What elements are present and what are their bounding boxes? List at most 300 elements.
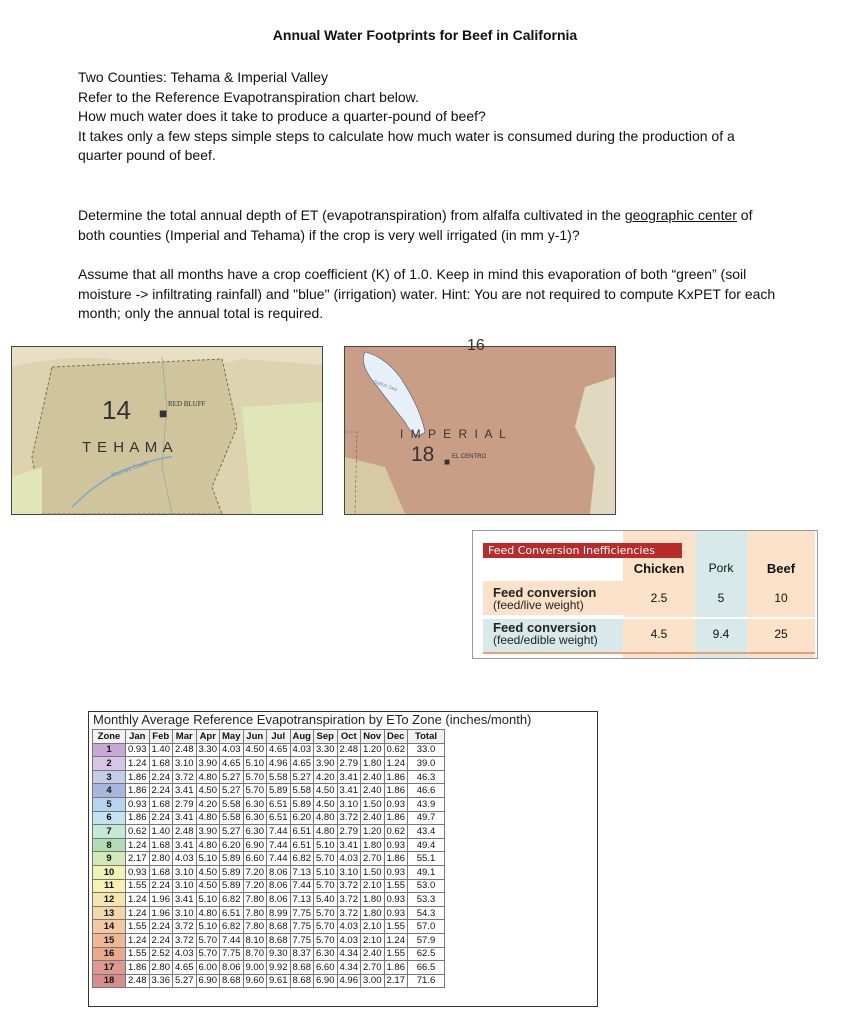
table-row (93, 893, 445, 907)
table-cell: 3.72 (337, 811, 361, 825)
table-cell: 5.70 (243, 784, 267, 798)
table-cell: 2.24 (149, 811, 173, 825)
table-cell: 6.51 (267, 811, 291, 825)
column-header: Jul (267, 730, 291, 744)
table-cell: 3.30 (314, 743, 338, 757)
zone-cell: 9 (93, 852, 126, 866)
table-cell: 8.68 (267, 920, 291, 934)
table-cell: 2.79 (337, 757, 361, 771)
question-paragraph (78, 206, 778, 245)
table-row (93, 797, 445, 811)
table-cell: 5.89 (220, 865, 244, 879)
row-label-main: Feed conversion (493, 620, 597, 635)
column-header: Zone (93, 730, 126, 744)
table-cell: 2.70 (361, 961, 385, 975)
table-cell: 4.50 (196, 784, 220, 798)
table-cell: 2.24 (149, 770, 173, 784)
table-row (93, 770, 445, 784)
zone-cell: 10 (93, 865, 126, 879)
row-label-sub: (feed/edible weight) (493, 633, 598, 647)
table-cell: 7.13 (290, 893, 314, 907)
table-cell: 1.24 (126, 893, 150, 907)
table-cell: 1.96 (149, 906, 173, 920)
table-cell: 7.13 (290, 865, 314, 879)
table-cell: 1.50 (361, 797, 385, 811)
row-label (493, 621, 598, 647)
table-cell: 8.70 (243, 947, 267, 961)
total-cell: 39.0 (408, 757, 445, 771)
column-header: Feb (149, 730, 173, 744)
table-cell: 4.96 (337, 974, 361, 988)
page-title: Annual Water Footprints for Beef in California (272, 27, 578, 43)
table-cell: 4.34 (337, 961, 361, 975)
table-cell: 2.17 (126, 852, 150, 866)
table-cell: 5.27 (220, 784, 244, 798)
column-header: May (220, 730, 244, 744)
zone-cell: 6 (93, 811, 126, 825)
table-cell: 5.70 (314, 906, 338, 920)
table-cell: 4.50 (314, 784, 338, 798)
table-cell: 5.70 (314, 933, 338, 947)
column-header: Total (408, 730, 445, 744)
row-label-main: Feed conversion (493, 585, 597, 600)
table-cell: 6.51 (267, 797, 291, 811)
table-cell: 0.93 (126, 865, 150, 879)
zone-cell: 1 (93, 743, 126, 757)
row-label-sub: (feed/live weight) (493, 598, 584, 612)
table-cell: 1.68 (149, 797, 173, 811)
table-cell: 4.20 (314, 770, 338, 784)
table-cell: 6.00 (196, 961, 220, 975)
table-cell: 6.82 (220, 920, 244, 934)
column-beef: Beef (766, 561, 796, 576)
table-cell: 4.80 (196, 906, 220, 920)
table-cell: 1.80 (361, 757, 385, 771)
zone-cell: 12 (93, 893, 126, 907)
table-cell: 0.93 (126, 797, 150, 811)
table-cell: 5.89 (220, 852, 244, 866)
zone-cell: 7 (93, 825, 126, 839)
table-cell: 3.41 (173, 784, 197, 798)
tehama-map-graphic (12, 347, 322, 514)
table-cell: 3.36 (149, 974, 173, 988)
feed-value: 5 (717, 591, 725, 605)
tehama-map (11, 346, 323, 515)
table-cell: 5.10 (196, 852, 220, 866)
eto-table-panel (88, 711, 598, 1007)
table-cell: 8.68 (290, 961, 314, 975)
table-cell: 4.03 (337, 933, 361, 947)
table-cell: 2.24 (149, 784, 173, 798)
table-cell: 6.82 (290, 852, 314, 866)
table-row (93, 825, 445, 839)
table-cell: 4.20 (196, 797, 220, 811)
table-cell: 3.41 (173, 893, 197, 907)
city-marker-icon: ■ (159, 405, 168, 421)
table-cell: 4.03 (337, 852, 361, 866)
table-cell: 3.30 (196, 743, 220, 757)
table-cell: 3.10 (337, 865, 361, 879)
assumption-paragraph: Assume that all months have a crop coefficient (K) of 1.0. Keep in mind this evaporation of both “green” (soil moisture -> infiltrating rainfall) and "blue" (irrigation) water. Hint: You are not required to compute KxPET for each month; only the annual total is required. (78, 266, 776, 321)
table-cell: 8.68 (290, 974, 314, 988)
table-cell: 1.24 (384, 757, 408, 771)
table-cell: 5.10 (314, 865, 338, 879)
column-header: Jun (243, 730, 267, 744)
table-cell: 4.03 (220, 743, 244, 757)
table-cell: 6.30 (243, 797, 267, 811)
table-cell: 1.80 (361, 906, 385, 920)
table-cell: 5.58 (220, 797, 244, 811)
table-cell: 5.27 (173, 974, 197, 988)
table-cell: 2.48 (126, 974, 150, 988)
table-cell: 4.80 (196, 811, 220, 825)
table-cell: 6.90 (314, 974, 338, 988)
total-cell: 66.5 (408, 961, 445, 975)
tehama-county-label: T E H A M A (82, 439, 174, 456)
table-cell: 2.40 (361, 811, 385, 825)
feed-value: 10 (774, 591, 788, 605)
table-cell: 1.55 (126, 947, 150, 961)
table-cell: 7.80 (243, 920, 267, 934)
table-cell: 3.10 (337, 797, 361, 811)
table-cell: 7.44 (267, 825, 291, 839)
table-cell: 0.93 (384, 797, 408, 811)
table-cell: 3.41 (173, 811, 197, 825)
table-cell: 1.86 (126, 770, 150, 784)
table-cell: 1.86 (126, 811, 150, 825)
table-cell: 3.90 (196, 757, 220, 771)
table-cell: 4.80 (196, 770, 220, 784)
table-row (93, 974, 445, 988)
table-cell: 1.86 (126, 784, 150, 798)
table-cell: 3.72 (173, 770, 197, 784)
zone-cell: 15 (93, 933, 126, 947)
table-cell: 6.90 (196, 974, 220, 988)
table-cell: 1.24 (126, 757, 150, 771)
zone-cell: 16 (93, 947, 126, 961)
table-cell: 8.10 (243, 933, 267, 947)
table-cell: 4.50 (243, 743, 267, 757)
table-cell: 1.86 (384, 770, 408, 784)
table-cell: 1.86 (384, 961, 408, 975)
table-cell: 9.30 (267, 947, 291, 961)
zone-cell: 13 (93, 906, 126, 920)
table-cell: 7.80 (243, 906, 267, 920)
zone-cell: 8 (93, 838, 126, 852)
table-cell: 3.10 (173, 906, 197, 920)
table-cell: 1.24 (126, 906, 150, 920)
imperial-map (344, 337, 616, 515)
table-cell: 6.30 (243, 811, 267, 825)
table-cell: 8.06 (267, 879, 291, 893)
table-cell: 5.70 (314, 852, 338, 866)
total-cell: 57.9 (408, 933, 445, 947)
table-cell: 7.20 (243, 865, 267, 879)
river-label: Thomes Creek (110, 460, 150, 480)
table-row (93, 865, 445, 879)
table-cell: 1.68 (149, 838, 173, 852)
table-cell: 7.75 (290, 933, 314, 947)
table-cell: 1.20 (361, 825, 385, 839)
table-cell: 6.82 (220, 893, 244, 907)
table-cell: 2.48 (173, 825, 197, 839)
table-cell: 0.62 (384, 743, 408, 757)
total-cell: 49.4 (408, 838, 445, 852)
column-header: Dec (384, 730, 408, 744)
table-cell: 2.52 (149, 947, 173, 961)
table-cell: 3.41 (337, 784, 361, 798)
feed-value: 2.5 (650, 591, 668, 605)
table-cell: 3.90 (314, 757, 338, 771)
table-cell: 6.51 (290, 838, 314, 852)
zone-14-label: 14 (102, 395, 131, 425)
table-cell: 3.41 (173, 838, 197, 852)
table-row (93, 947, 445, 961)
table-cell: 5.70 (196, 933, 220, 947)
table-cell: 6.20 (220, 838, 244, 852)
question-text-end: of both counties (Imperial and Tehama) if the crop is very well irrigated (in mm y-1)? (78, 207, 753, 243)
table-cell: 5.10 (196, 920, 220, 934)
zone-cell: 17 (93, 961, 126, 975)
table-cell: 6.51 (220, 906, 244, 920)
table-cell: 1.86 (126, 961, 150, 975)
feed-value: 4.5 (650, 627, 668, 641)
zone-cell: 3 (93, 770, 126, 784)
table-cell: 1.68 (149, 757, 173, 771)
table-cell: 3.10 (173, 879, 197, 893)
table-cell: 3.72 (337, 879, 361, 893)
table-cell: 7.20 (243, 879, 267, 893)
zone-cell: 5 (93, 797, 126, 811)
table-cell: 5.89 (290, 797, 314, 811)
total-cell: 49.1 (408, 865, 445, 879)
table-cell: 1.20 (361, 743, 385, 757)
total-cell: 57.0 (408, 920, 445, 934)
table-cell: 5.27 (290, 770, 314, 784)
table-cell: 8.06 (267, 893, 291, 907)
table-cell: 4.65 (290, 757, 314, 771)
table-cell: 2.10 (361, 879, 385, 893)
table-cell: 6.51 (290, 825, 314, 839)
table-cell: 5.10 (314, 838, 338, 852)
table-cell: 4.50 (196, 879, 220, 893)
table-cell: 2.17 (384, 974, 408, 988)
table-cell: 5.40 (314, 893, 338, 907)
table-cell: 7.80 (243, 893, 267, 907)
column-header: Apr (196, 730, 220, 744)
total-cell: 53.3 (408, 893, 445, 907)
table-cell: 4.03 (337, 920, 361, 934)
total-cell: 54.3 (408, 906, 445, 920)
table-cell: 3.72 (173, 920, 197, 934)
table-cell: 1.55 (126, 920, 150, 934)
table-cell: 4.65 (173, 961, 197, 975)
table-cell: 4.03 (173, 947, 197, 961)
table-cell: 8.68 (267, 933, 291, 947)
table-cell: 2.48 (173, 743, 197, 757)
table-cell: 2.80 (149, 852, 173, 866)
zone-cell: 4 (93, 784, 126, 798)
eto-table-title: Monthly Average Reference Evapotranspiration by ETo Zone (inches/month) (93, 712, 532, 727)
table-cell: 5.89 (267, 784, 291, 798)
table-cell: 2.79 (173, 797, 197, 811)
table-cell: 6.90 (243, 838, 267, 852)
table-cell: 4.80 (196, 838, 220, 852)
city-marker-icon: ■ (444, 457, 451, 468)
table-cell: 6.30 (314, 947, 338, 961)
table-cell: 4.03 (290, 743, 314, 757)
geographic-center-link[interactable]: geographic center (624, 207, 737, 223)
total-cell: 43.4 (408, 825, 445, 839)
table-cell: 0.93 (384, 906, 408, 920)
table-cell: 3.41 (337, 838, 361, 852)
table-cell: 5.70 (314, 879, 338, 893)
table-cell: 1.55 (126, 879, 150, 893)
table-cell: 5.58 (220, 811, 244, 825)
table-cell: 2.40 (361, 770, 385, 784)
table-cell: 2.79 (337, 825, 361, 839)
zone-16-label: 16 (467, 337, 485, 354)
table-cell: 7.75 (290, 906, 314, 920)
table-cell: 0.93 (384, 893, 408, 907)
table-cell: 5.58 (290, 784, 314, 798)
table-row (93, 906, 445, 920)
red-bluff-label: RED BLUFF (168, 400, 206, 408)
table-cell: 2.24 (149, 920, 173, 934)
intro-paragraph (78, 68, 778, 166)
total-cell: 49.7 (408, 811, 445, 825)
table-cell: 2.24 (149, 879, 173, 893)
table-cell: 5.10 (196, 893, 220, 907)
total-cell: 33.0 (408, 743, 445, 757)
table-cell: 5.70 (196, 947, 220, 961)
el-centro-label: EL CENTRO (452, 454, 487, 460)
table-cell: 3.10 (173, 757, 197, 771)
table-cell: 0.93 (384, 865, 408, 879)
table-cell: 7.44 (267, 838, 291, 852)
table-cell: 7.44 (220, 933, 244, 947)
column-header: Aug (290, 730, 314, 744)
table-cell: 3.00 (361, 974, 385, 988)
total-cell: 53.0 (408, 879, 445, 893)
intro-line: Two Counties: Tehama & Imperial Valley (78, 69, 329, 85)
column-header: Nov (361, 730, 385, 744)
table-cell: 4.65 (267, 743, 291, 757)
table-cell: 7.75 (290, 920, 314, 934)
table-row (93, 920, 445, 934)
table-cell: 4.96 (267, 757, 291, 771)
zone-cell: 2 (93, 757, 126, 771)
table-row (93, 784, 445, 798)
table-cell: 5.58 (267, 770, 291, 784)
table-cell: 3.72 (173, 933, 197, 947)
table-cell: 1.55 (384, 920, 408, 934)
table-cell: 4.80 (314, 825, 338, 839)
eto-table (92, 729, 445, 988)
table-cell: 2.10 (361, 920, 385, 934)
table-cell: 6.20 (290, 811, 314, 825)
zone-cell: 18 (93, 974, 126, 988)
column-header: Sep (314, 730, 338, 744)
table-cell: 5.10 (243, 757, 267, 771)
total-cell: 71.6 (408, 974, 445, 988)
total-cell: 43.9 (408, 797, 445, 811)
table-cell: 6.60 (243, 852, 267, 866)
table-cell: 5.27 (220, 770, 244, 784)
total-cell: 55.1 (408, 852, 445, 866)
table-row (93, 743, 445, 757)
table-cell: 4.50 (314, 797, 338, 811)
column-chicken: Chicken (633, 561, 685, 576)
table-cell: 1.55 (384, 879, 408, 893)
feed-conversion-table (472, 530, 818, 659)
feed-table-title: Feed Conversion Inefficiencies (483, 543, 682, 558)
table-cell: 1.80 (361, 838, 385, 852)
table-cell: 2.10 (361, 933, 385, 947)
table-cell: 4.50 (196, 865, 220, 879)
table-cell: 6.60 (314, 961, 338, 975)
zone-cell: 14 (93, 920, 126, 934)
table-cell: 6.30 (243, 825, 267, 839)
table-cell: 4.80 (314, 811, 338, 825)
table-cell: 1.86 (384, 784, 408, 798)
table-row (93, 811, 445, 825)
column-pork: Pork (708, 561, 734, 575)
table-cell: 9.60 (243, 974, 267, 988)
table-cell: 1.50 (361, 865, 385, 879)
table-cell: 8.68 (220, 974, 244, 988)
table-cell: 5.70 (243, 770, 267, 784)
column-header: Jan (126, 730, 150, 744)
table-cell: 4.34 (337, 947, 361, 961)
table-cell: 1.24 (126, 933, 150, 947)
table-cell: 4.65 (220, 757, 244, 771)
table-cell: 8.06 (267, 865, 291, 879)
column-header: Mar (173, 730, 197, 744)
table-cell: 1.86 (384, 811, 408, 825)
table-cell: 1.40 (149, 825, 173, 839)
question-text: Determine the total annual depth of ET (evapotranspiration) from alfalfa cultivated in the (78, 207, 625, 223)
zone-cell: 11 (93, 879, 126, 893)
column-header: Oct (337, 730, 361, 744)
table-cell: 9.92 (267, 961, 291, 975)
table-cell: 1.80 (361, 893, 385, 907)
table-cell: 3.10 (173, 865, 197, 879)
table-row (93, 879, 445, 893)
table-cell: 1.55 (384, 947, 408, 961)
table-cell: 1.24 (126, 838, 150, 852)
row-label (493, 586, 596, 612)
table-cell: 0.62 (126, 825, 150, 839)
imperial-county-label: I M P E R I A L (400, 427, 508, 441)
table-cell: 8.06 (220, 961, 244, 975)
table-cell: 8.37 (290, 947, 314, 961)
table-cell: 5.27 (220, 825, 244, 839)
table-cell: 9.00 (243, 961, 267, 975)
table-cell: 7.44 (267, 852, 291, 866)
total-cell: 62.5 (408, 947, 445, 961)
table-cell: 3.90 (196, 825, 220, 839)
intro-line: It takes only a few steps simple steps to calculate how much water is consumed during the production of a quarter pound of beef. (78, 127, 735, 163)
table-row (93, 838, 445, 852)
table-cell: 7.44 (290, 879, 314, 893)
table-row (93, 933, 445, 947)
table-row (93, 961, 445, 975)
table-cell: 5.89 (220, 879, 244, 893)
table-cell: 9.61 (267, 974, 291, 988)
table-cell: 1.68 (149, 865, 173, 879)
total-cell: 46.6 (408, 784, 445, 798)
